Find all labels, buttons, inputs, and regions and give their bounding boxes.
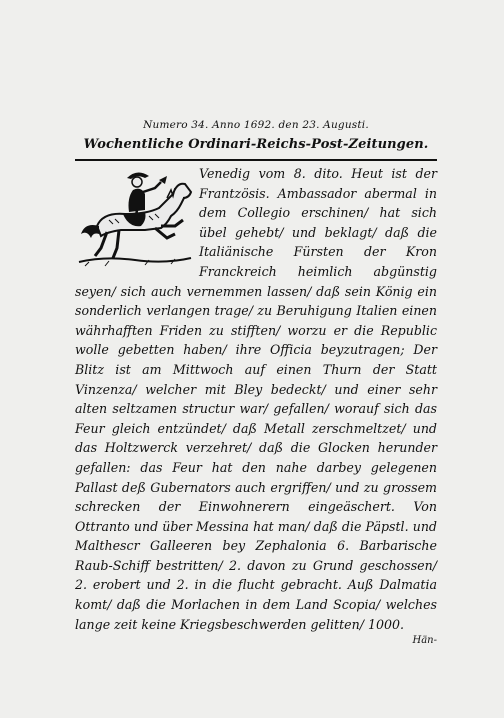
title-rule: [75, 159, 437, 161]
article-body: [75, 164, 437, 634]
horse-rider-woodcut-icon: [75, 164, 195, 272]
newspaper-title: Wochentliche Ordinari-Reichs-Post-Zeitungen.: [83, 137, 429, 152]
catchword: Hän-: [412, 635, 437, 647]
article-text: Venedig vom 8. dito. Heut ist der Frantzösis. Ambassador abermal in dem Collegio erschinen/ hat sich übel gehebt/ und beklagt/ daß die Italiänische Fürsten der Kron Franckreich heimlich abgünstig seyen/ sich auch vernemmen lassen/ daß sein König ein sonderlich verlangen trage/ zu Beruhigung Italien einen währhafften Friden zu stifften/ worzu er die Republic wolle gebetten haben/ ihre Officia beyzutragen; Der Blitz ist am Mittwoch auf einen Thurn der Statt Vinzenza/ welcher mit Bley bedeckt/ und einer sehr alten seltzamen structur war/ gefallen/ worauf sich das Feur gleich entzündet/ daß Metall zerschmeltzet/ und das Holtzwerck verzehret/ daß die Glocken herunder gefallen: das Feur hat den nahe darbey gelegenen Pallast deß Gubernators auch ergriffen/ und zu grossem schrecken der Einwohnerern eingeäschert. Von Ottranto und über Messina hat man/ daß die Päpstl. und Malthescr Galleeren bey Zephalonia 6. Barbarische Raub-Schiff bestritten/ 2. davon zu Grund geschossen/ 2. erobert und 2. in die flucht gebracht. Auß Dalmatia komt/ daß die Morlachen in dem Land Scopia/ welches lange zeit keine Kriegsbeschwerden gelitten/ 1000.: [75, 166, 437, 632]
page-content: [75, 118, 437, 648]
issue-line: Numero 34. Anno 1692. den 23. Augusti.: [143, 119, 369, 131]
